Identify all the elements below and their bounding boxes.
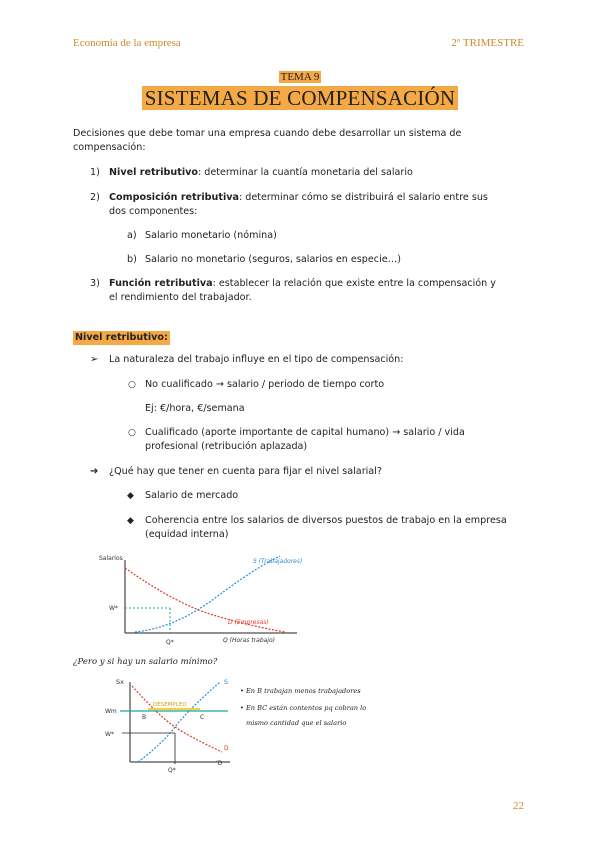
page-number: 22 [513, 800, 524, 812]
header-subject: Economía de la empresa [73, 37, 181, 49]
nivel-point-2: ¿Qué hay que tener en cuenta para fijar el nivel salarial? [109, 466, 382, 477]
sublist-item-a: Salario monetario (nómina) [145, 230, 277, 241]
minimum-wage-graph [100, 672, 240, 777]
circle-bullet-icon: ○ [128, 380, 136, 390]
graph1-demand-label: D (Empresas) [228, 619, 269, 626]
graph2-d-bottom-label: 'D [216, 760, 223, 767]
graph2-d-label: D [224, 745, 229, 752]
list-item-3: Función retributiva: establecer la relación que existe entre la compensación y [109, 278, 496, 289]
graph2-supply-curve [138, 682, 220, 762]
graph2-b-label: B [142, 714, 147, 721]
graph2-wm-label: Wm [105, 708, 117, 715]
list-item-3-cont: el rendimiento del trabajador. [109, 292, 252, 303]
handwritten-note-1: • En B trabajan menos trabajadores [240, 687, 361, 695]
handwritten-question: ¿Pero y si hay un salario mínimo? [73, 657, 218, 667]
arrow-bullet-icon: ➔ [90, 466, 99, 477]
graph2-q-label: Q* [168, 767, 176, 774]
list-item-1: Nivel retributivo: determinar la cuantía monetaria del salario [109, 167, 413, 178]
sublist-item-b: Salario no monetario (seguros, salarios en especie…) [145, 254, 401, 265]
list-number-2: 2) [90, 192, 100, 203]
labor-market-graph [95, 548, 305, 653]
graph1-supply-label: S (Trabajadores) [253, 558, 303, 565]
list-item-2-cont: dos componentes: [109, 206, 198, 217]
diamond-bullet-icon: ◆ [127, 516, 134, 526]
graph1-w-label: W* [109, 605, 118, 612]
list-number-3: 3) [90, 278, 100, 289]
handwritten-note-2: • En BC están contentos pq cobran lo [240, 704, 367, 712]
graph2-s-left-label: Sx [116, 678, 124, 686]
nivel-circle-2-cont: profesional (retribución aplazada) [145, 441, 308, 452]
list-number-1: 1) [90, 167, 100, 178]
graph1-ylabel: Salarios [99, 555, 123, 562]
page-title: SISTEMAS DE COMPENSACIÓN [0, 86, 600, 111]
nivel-circle-2: Cualificado (aporte importante de capital humano) → salario / vida [145, 427, 465, 438]
nivel-diamond-2: Coherencia entre los salarios de diversos puestos de trabajo en la empresa [145, 515, 507, 526]
graph2-desempleo-label: DESEMPLEO [153, 702, 187, 708]
diamond-bullet-icon: ◆ [127, 491, 134, 501]
graph1-x-label: Q (Horas trabajo) [223, 637, 275, 644]
nivel-circle-1: No cualificado → salario / periodo de tiempo corto [145, 379, 385, 390]
sublist-label-a: a) [127, 230, 137, 241]
topic-label: TEMA 9 [280, 71, 320, 83]
nivel-point-1: La naturaleza del trabajo influye en el tipo de compensación: [109, 354, 404, 365]
sublist-label-b: b) [127, 254, 137, 265]
nivel-example: Ej: €/hora, €/semana [145, 403, 245, 414]
list-item-2: Composición retributiva: determinar cómo se distribuirá el salario entre sus [109, 192, 488, 203]
header-term: 2º TRIMESTRE [451, 37, 524, 49]
intro-line-2: compensación: [73, 142, 146, 153]
graph2-s-top-label: S [224, 678, 229, 686]
graph2-wstar-label: W* [105, 731, 114, 738]
handwritten-note-3: mismo cantidad que el salario [246, 719, 347, 727]
section-title: Nivel retributivo: [75, 332, 168, 343]
arrowhead-bullet-icon: ➢ [90, 354, 99, 365]
graph1-q-label: Q* [166, 639, 174, 646]
nivel-diamond-1: Salario de mercado [145, 490, 239, 501]
circle-bullet-icon: ○ [128, 428, 136, 438]
graph2-c-label: C [200, 714, 205, 721]
intro-line-1: Decisiones que debe tomar una empresa cuando debe desarrollar un sistema de [73, 128, 462, 139]
nivel-diamond-2-cont: (equidad interna) [145, 529, 229, 540]
